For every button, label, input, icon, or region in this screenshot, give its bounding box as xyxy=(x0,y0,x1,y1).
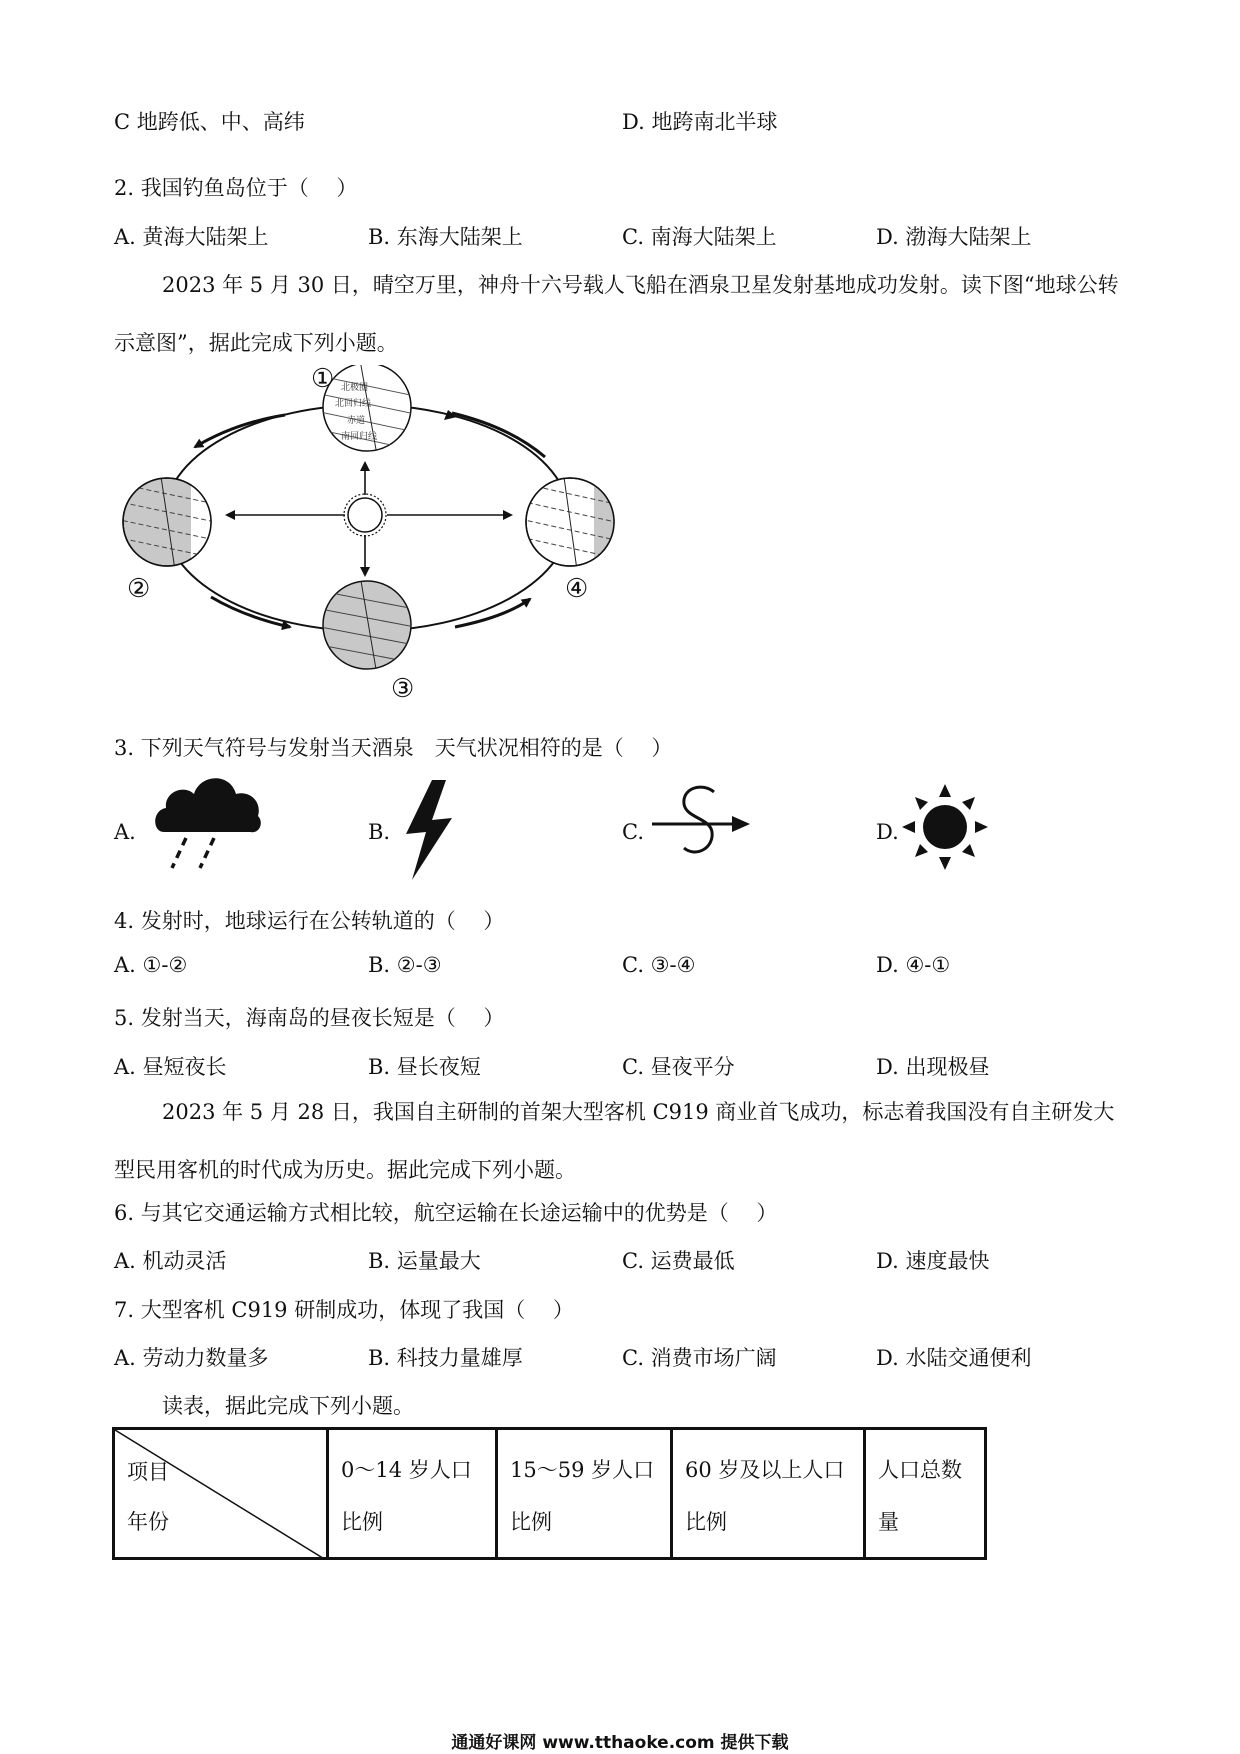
table-header-60-plus-line1: 60 岁及以上人口 xyxy=(685,1458,845,1482)
q6-option-c: C. 运费最低 xyxy=(622,1249,735,1273)
population-table xyxy=(112,1427,987,1560)
orbit-arrow-bottom-right xyxy=(455,599,530,627)
globe1-label-tropic-capricorn: 南回归线 xyxy=(341,432,378,442)
q3-option-b-letter: B. xyxy=(368,820,391,844)
q4-stem: 4. 发射时，地球运行在公转轨道的（ ） xyxy=(114,909,505,933)
position-label-1: ① xyxy=(311,365,335,394)
rain-cloud-icon xyxy=(150,770,265,870)
orbit-arrow-top-left xyxy=(195,415,285,447)
table-header-60-plus-line2: 比例 xyxy=(685,1510,727,1534)
q5-option-d: D. 出现极昼 xyxy=(876,1055,990,1079)
q2-stem: 2. 我国钓鱼岛位于（ ） xyxy=(114,176,358,200)
q5-option-a: A. 昼短夜长 xyxy=(114,1055,227,1079)
q7-option-c: C. 消费市场广阔 xyxy=(622,1346,777,1370)
q5-option-c: C. 昼夜平分 xyxy=(622,1055,735,1079)
q4-option-b: B. ②-③ xyxy=(368,953,442,977)
position-label-2: ② xyxy=(127,574,151,604)
table-header-0-14 xyxy=(328,1429,497,1559)
q3-option-a-letter: A. xyxy=(114,820,136,844)
globe-position-3 xyxy=(315,575,420,675)
q6-option-b: B. 运量最大 xyxy=(368,1249,481,1273)
table-corner-cell xyxy=(114,1429,328,1559)
sun-icon xyxy=(344,494,386,536)
q1-option-c: C 地跨低、中、高纬 xyxy=(114,110,305,134)
page-footer: 通通好课网 www.tthaoke.com 提供下载 xyxy=(451,1733,789,1753)
q2-option-c: C. 南海大陆架上 xyxy=(622,225,777,249)
position-label-4: ④ xyxy=(565,574,589,604)
typhoon-symbol-icon xyxy=(652,784,752,864)
q2-option-a: A. 黄海大陆架上 xyxy=(114,225,269,249)
sun-icon xyxy=(902,784,988,870)
q6-stem: 6. 与其它交通运输方式相比较，航空运输在长途运输中的优势是（ ） xyxy=(114,1201,778,1225)
q3-option-d-letter: D. xyxy=(876,820,899,844)
q4-option-c: C. ③-④ xyxy=(622,953,696,977)
q3-option-c-letter: C. xyxy=(622,820,644,844)
table-header-60-plus xyxy=(672,1429,865,1559)
q3-stem: 3. 下列天气符号与发射当天酒泉 天气状况相符的是（ ） xyxy=(114,736,673,760)
table-corner-bottom: 年份 xyxy=(127,1510,169,1534)
q2-option-d: D. 渤海大陆架上 xyxy=(876,225,1032,249)
q7-option-d: D. 水陆交通便利 xyxy=(876,1346,1032,1370)
globe1-label-tropic-cancer: 北回归线 xyxy=(335,399,372,409)
globe-position-2 xyxy=(115,470,221,575)
q7-stem: 7. 大型客机 C919 研制成功，体现了我国（ ） xyxy=(114,1298,574,1322)
table-header-total-line2: 量 xyxy=(878,1510,899,1534)
q2-option-b: B. 东海大陆架上 xyxy=(368,225,523,249)
globe-position-4 xyxy=(520,470,624,575)
globe1-label-equator: 赤道 xyxy=(347,416,366,426)
table-corner-diagonal xyxy=(115,1430,326,1560)
table-header-total xyxy=(865,1429,986,1559)
table-header-0-14-line2: 比例 xyxy=(341,1510,383,1534)
globe1-label-arctic-circle: 北极圈 xyxy=(341,383,369,393)
q1-option-d: D. 地跨南北半球 xyxy=(622,110,778,134)
table-header-total-line1: 人口总数 xyxy=(878,1458,962,1482)
lightning-icon xyxy=(402,780,457,880)
table-corner-top: 项目 xyxy=(127,1460,169,1484)
intro-paragraph-3: 读表，据此完成下列小题。 xyxy=(162,1394,414,1418)
q5-option-b: B. 昼长夜短 xyxy=(368,1055,481,1079)
intro-paragraph-1: 2023 年 5 月 30 日，晴空万里，神舟十六号载人飞船在酒泉卫星发射基地成功发射。读下图“地球公转示意图”，据此完成下列小题。 xyxy=(114,273,1119,355)
q4-option-a: A. ①-② xyxy=(114,953,188,977)
earth-orbit-diagram xyxy=(115,365,635,700)
intro-paragraph-2: 2023 年 5 月 28 日，我国自主研制的首架大型客机 C919 商业首飞成功，标志着我国没有自主研发大型民用客机的时代成为历史。据此完成下列小题。 xyxy=(114,1100,1115,1182)
table-header-15-59-line2: 比例 xyxy=(510,1510,552,1534)
q5-stem: 5. 发射当天，海南岛的昼夜长短是（ ） xyxy=(114,1006,505,1030)
orbit-arrow-bottom-left xyxy=(211,597,290,627)
q7-option-a: A. 劳动力数量多 xyxy=(114,1346,269,1370)
q6-option-d: D. 速度最快 xyxy=(876,1249,990,1273)
position-label-3: ③ xyxy=(391,674,415,700)
table-header-15-59 xyxy=(497,1429,672,1559)
table-header-0-14-line1: 0～14 岁人口 xyxy=(341,1458,472,1482)
q7-option-b: B. 科技力量雄厚 xyxy=(368,1346,523,1370)
table-header-15-59-line1: 15～59 岁人口 xyxy=(510,1458,655,1482)
q6-option-a: A. 机动灵活 xyxy=(114,1249,227,1273)
q4-option-d: D. ④-① xyxy=(876,953,951,977)
